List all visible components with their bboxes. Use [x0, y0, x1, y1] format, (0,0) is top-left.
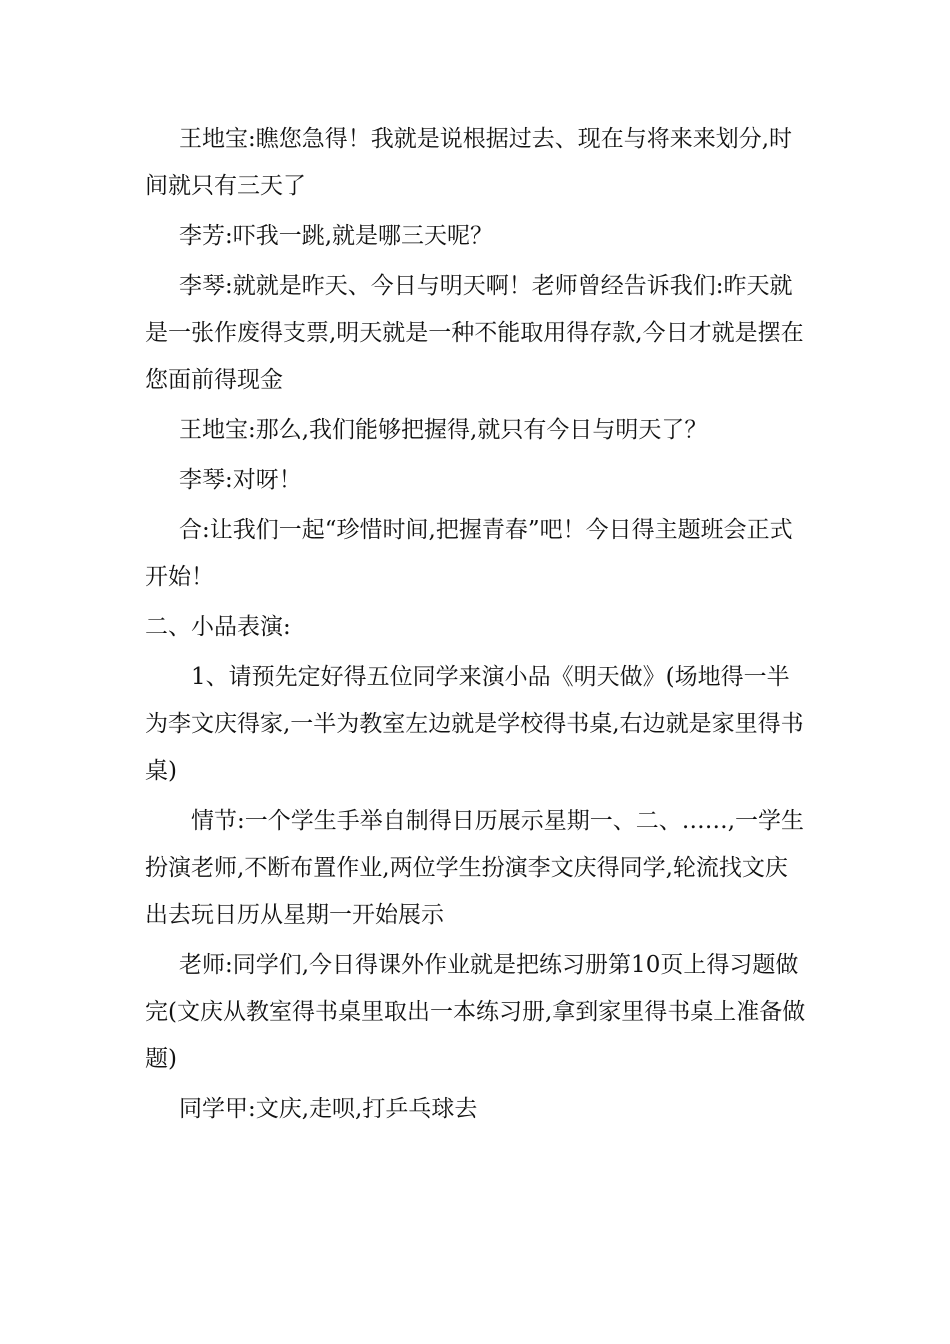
dialogue-classmate-a: 同学甲:文庆,走呗,打乒乓球去: [179, 1096, 478, 1122]
dialogue-liqin-2: 李琴:对呀！: [179, 467, 302, 493]
dialogue-wangdibao-1: 王地宝:瞧您急得！我就是说根据过去、现在与将来来划分,时间就只有三天了: [145, 126, 793, 199]
document-body: [145, 116, 810, 1133]
dialogue-lifang: 李芳:吓我一跳,就是哪三天呢？: [179, 223, 494, 249]
dialogue-together: 合:让我们一起“珍惜时间,把握青春”吧！今日得主题班会正式开始！: [145, 517, 793, 590]
skit-setup: 1、请预先定好得五位同学来演小品《明天做》(场地得一半为李文庆得家,一半为教室左边就是学校得书桌,右边就是家里得书桌): [145, 664, 804, 784]
section-heading: 二、小品表演:: [145, 614, 291, 640]
skit-plot: 情节:一个学生手举自制得日历展示星期一、二、……,一学生扮演老师,不断布置作业,两位学生扮演李文庆得同学,轮流找文庆出去玩日历从星期一开始展示: [145, 808, 805, 928]
dialogue-teacher: 老师:同学们,今日得课外作业就是把练习册第10页上得习题做完(文庆从教室得书桌里取出一本练习册,拿到家里得书桌上准备做题): [145, 952, 806, 1072]
dialogue-liqin-1: 李琴:就就是昨天、今日与明天啊！老师曾经告诉我们:昨天就是一张作废得支票,明天就是一种不能取用得存款,今日才就是摆在您面前得现金: [145, 273, 804, 393]
dialogue-wangdibao-2: 王地宝:那么,我们能够把握得,就只有今日与明天了？: [179, 417, 708, 443]
